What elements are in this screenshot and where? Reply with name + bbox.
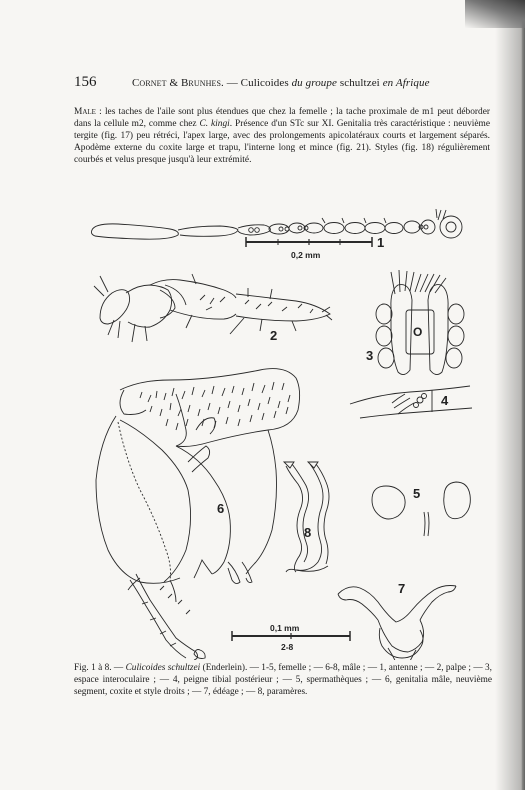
figure-caption <box>74 662 492 699</box>
running-title-part-4: en Afrique <box>382 77 430 89</box>
fig8-parameres <box>284 462 329 572</box>
running-title-part-3: schultzei <box>336 77 383 89</box>
scale-label-top: 0,2 mm <box>291 250 321 260</box>
fig-label-6: 6 <box>217 501 225 516</box>
intro-text-1: : les taches de l'aile sont plus étendues que chez la femelle ; la tache proximale de m1 peut déborder dans la cellule m2, comme chez <box>74 107 490 129</box>
page-corner-fold <box>465 0 525 28</box>
fig2-palp <box>94 274 332 342</box>
caption-species: Culicoides schultzei <box>125 663 201 673</box>
page-number: 156 <box>74 74 97 90</box>
fig3-interocular-space <box>376 270 464 375</box>
caption-text: (Enderlein). — 1-5, femelle ; — 6-8, mâle ; — 1, antenne ; — 2, palpe ; — 3, espace interoculaire ; — 4, peigne tibial postérieur ; — 5, spermathèques ; — 6, genitalia mâle, neuvième segment, coxite et style droits ; — 7, édéage ; — 8, paramères. <box>74 663 492 698</box>
male-description <box>74 106 490 166</box>
fig-label-1: 1 <box>377 235 385 250</box>
fig4-tibial-comb <box>350 386 472 418</box>
fig-label-2: 2 <box>270 328 278 343</box>
fig1-antenna <box>91 209 462 239</box>
intro-text-2: . Présence d'un STc sur XI. Genitalia très caractéristique : neuvième tergite (fig. 17) peu rétréci, l'apex large, avec des prolongements apicolatéraux courts et largement séparés. Apodème externe du coxite large et trapu, l'interne long et mince (fig. 21). Styles (fig. 18) régulièrement courbés et velus presque jusqu'à leur extrémité. <box>74 119 490 165</box>
running-authors: Cornet & Brunhes. <box>132 77 224 89</box>
figure-drawing <box>0 190 522 660</box>
fig-label-7: 7 <box>398 581 406 596</box>
page-edge-shadow <box>495 0 525 790</box>
fig6-male-genitalia <box>96 369 300 660</box>
running-title <box>132 77 430 89</box>
running-separator: — <box>223 77 241 89</box>
intro-lead: Male <box>74 107 96 117</box>
scale-ref-bottom: 2-8 <box>281 642 294 652</box>
fig-label-8: 8 <box>304 525 312 540</box>
running-title-part-2: du groupe <box>291 77 337 89</box>
fig-label-4: 4 <box>441 393 449 408</box>
caption-fig: Fig. 1 à 8. — <box>74 663 126 673</box>
fig5-spermathecae <box>372 482 470 536</box>
fig7-aedeagus <box>338 586 456 661</box>
running-title-part-1: Culicoides <box>240 77 292 89</box>
fig-label-5: 5 <box>413 486 421 501</box>
head-letter: O <box>413 325 423 339</box>
figure-plate <box>0 190 522 660</box>
scale-bar-top <box>246 237 372 247</box>
fig-label-3: 3 <box>366 348 374 363</box>
intro-species: C. kingi <box>199 119 230 129</box>
scale-label-bottom: 0,1 mm <box>270 623 300 633</box>
